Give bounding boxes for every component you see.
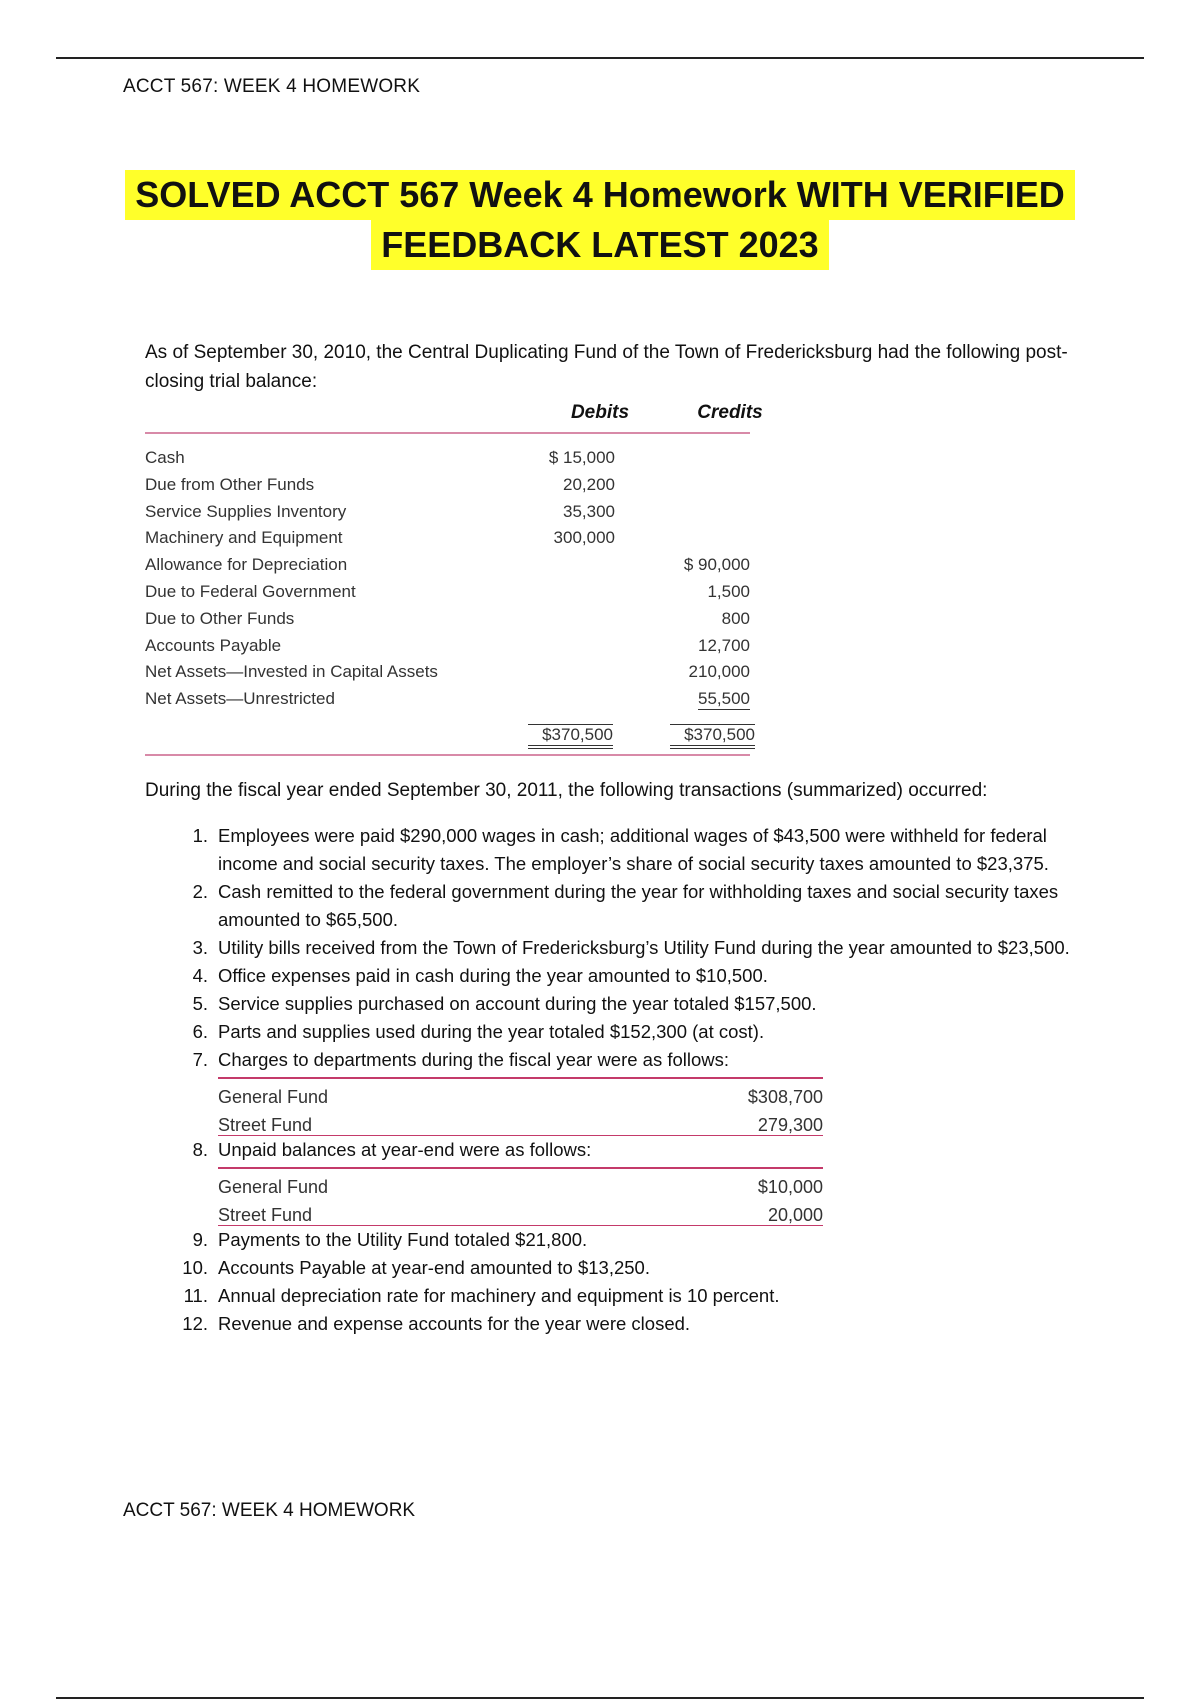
account-label: Machinery and Equipment	[145, 528, 343, 548]
fund-value: $308,700	[747, 1087, 823, 1107]
item-text: Employees were paid $290,000 wages in cash; additional wages of $43,500 were withheld for federal income and social security taxes. The employer’s share of social security taxes amounted to $23,375.	[218, 825, 1049, 874]
header-rule	[145, 432, 750, 434]
debit-value: 20,200	[563, 474, 615, 494]
account-label: Net Assets—Unrestricted	[145, 689, 335, 709]
item-number: 8.	[192, 1139, 208, 1160]
fund-label: Street Fund	[218, 1115, 313, 1135]
account-label: Due to Federal Government	[145, 581, 356, 601]
transactions-intro: During the fiscal year ended September 30, 2011, the following transactions (summarized) occurred:	[145, 780, 988, 801]
item-number: 12.	[182, 1313, 208, 1334]
item-number: 9.	[192, 1229, 208, 1250]
list-item	[176, 878, 1086, 934]
total-debits: $370,500	[528, 724, 613, 749]
fund-value: $10,000	[757, 1177, 823, 1197]
account-label: Due from Other Funds	[145, 474, 315, 494]
fund-value: 20,000	[767, 1205, 823, 1225]
fund-label: General Fund	[218, 1177, 329, 1197]
table-row	[145, 446, 755, 473]
table-row	[218, 1197, 823, 1225]
list-item	[176, 1254, 1086, 1282]
table-row	[145, 634, 755, 661]
credit-value: 800	[721, 608, 750, 628]
fund-label: Street Fund	[218, 1205, 313, 1225]
list-item	[176, 822, 1086, 878]
item-text: Accounts Payable at year-end amounted to $13,250.	[218, 1257, 650, 1278]
account-label: Due to Other Funds	[145, 608, 295, 628]
credit-value: 210,000	[688, 662, 750, 682]
item-text: Annual depreciation rate for machinery and equipment is 10 percent.	[218, 1285, 780, 1306]
item-text: Revenue and expense accounts for the year were closed.	[218, 1313, 691, 1334]
item-text: Payments to the Utility Fund totaled $21,800.	[218, 1229, 588, 1250]
list-item	[176, 1310, 1086, 1338]
charges-subtable-item	[176, 1077, 1086, 1136]
item-text: Parts and supplies used during the year totaled $152,300 (at cost).	[218, 1021, 765, 1042]
debits-header: Debits	[570, 402, 630, 423]
table-row	[218, 1169, 823, 1197]
item-text: Office expenses paid in cash during the year amounted to $10,500.	[218, 965, 768, 986]
item-text: Utility bills received from the Town of Fredericksburg’s Utility Fund during the year amounted to $23,500.	[218, 937, 1070, 958]
item-number: 2.	[192, 881, 208, 902]
total-credits: $370,500	[670, 724, 755, 749]
debit-value: 35,300	[563, 501, 615, 521]
list-item	[176, 934, 1086, 962]
debit-value: 300,000	[553, 528, 615, 548]
bottom-rule	[56, 1697, 1144, 1699]
unpaid-table	[218, 1167, 823, 1226]
table-row	[145, 687, 755, 714]
list-item	[176, 1046, 1086, 1074]
page-footer: ACCT 567: WEEK 4 HOMEWORK	[123, 1500, 416, 1521]
credit-value: 12,700	[698, 635, 750, 655]
credits-header: Credits	[697, 402, 763, 423]
list-item	[176, 990, 1086, 1018]
footer-rule	[145, 754, 750, 756]
account-label: Accounts Payable	[145, 635, 282, 655]
table-row	[145, 553, 755, 580]
intro-paragraph: As of September 30, 2010, the Central Duplicating Fund of the Town of Fredericksburg had the following post-closing trial balance:	[145, 342, 1068, 392]
fund-value: 279,300	[757, 1115, 823, 1135]
item-text: Service supplies purchased on account during the year totaled $157,500.	[218, 993, 817, 1014]
item-number: 6.	[192, 1021, 208, 1042]
item-text: Unpaid balances at year-end were as follows:	[218, 1139, 592, 1160]
debit-value: $ 15,000	[548, 448, 615, 467]
charges-table	[218, 1077, 823, 1136]
item-number: 10.	[182, 1257, 208, 1278]
title-line-1: SOLVED ACCT 567 Week 4 Homework WITH VERIFIED	[125, 170, 1075, 220]
page-header: ACCT 567: WEEK 4 HOMEWORK	[123, 76, 421, 97]
table-row	[145, 660, 755, 687]
table-row	[145, 607, 755, 634]
item-number: 1.	[192, 825, 208, 846]
document-title	[0, 170, 1200, 270]
list-item	[176, 1136, 1086, 1164]
item-text: Charges to departments during the fiscal year were as follows:	[218, 1049, 730, 1070]
table-row	[145, 580, 755, 607]
credit-value: 1,500	[707, 581, 750, 601]
title-line-2: FEEDBACK LATEST 2023	[371, 220, 828, 270]
account-label: Net Assets—Invested in Capital Assets	[145, 662, 438, 682]
list-item	[176, 1282, 1086, 1310]
account-label: Allowance for Depreciation	[145, 555, 348, 575]
table-row	[218, 1107, 823, 1135]
trial-balance-table	[145, 402, 763, 756]
account-label: Service Supplies Inventory	[145, 501, 347, 521]
trial-balance-header	[145, 402, 763, 432]
list-item	[176, 1018, 1086, 1046]
credit-value: 55,500	[698, 689, 750, 709]
table-row	[145, 473, 755, 500]
item-text: Cash remitted to the federal government during the year for withholding taxes and social security taxes amounted to $65,500.	[218, 881, 1059, 930]
item-number: 3.	[192, 937, 208, 958]
transactions-list	[176, 822, 1086, 1338]
list-item	[176, 1226, 1086, 1254]
table-row	[218, 1079, 823, 1107]
item-number: 4.	[192, 965, 208, 986]
table-row	[145, 500, 755, 527]
list-item	[176, 962, 1086, 990]
totals-row	[145, 714, 755, 750]
credit-value: $ 90,000	[683, 555, 750, 575]
item-number: 11.	[183, 1285, 208, 1306]
account-label: Cash	[145, 448, 185, 467]
unpaid-subtable-item	[176, 1167, 1086, 1226]
top-rule	[56, 57, 1144, 59]
fund-label: General Fund	[218, 1087, 329, 1107]
item-number: 7.	[192, 1049, 208, 1070]
table-row	[145, 526, 755, 553]
item-number: 5.	[192, 993, 208, 1014]
